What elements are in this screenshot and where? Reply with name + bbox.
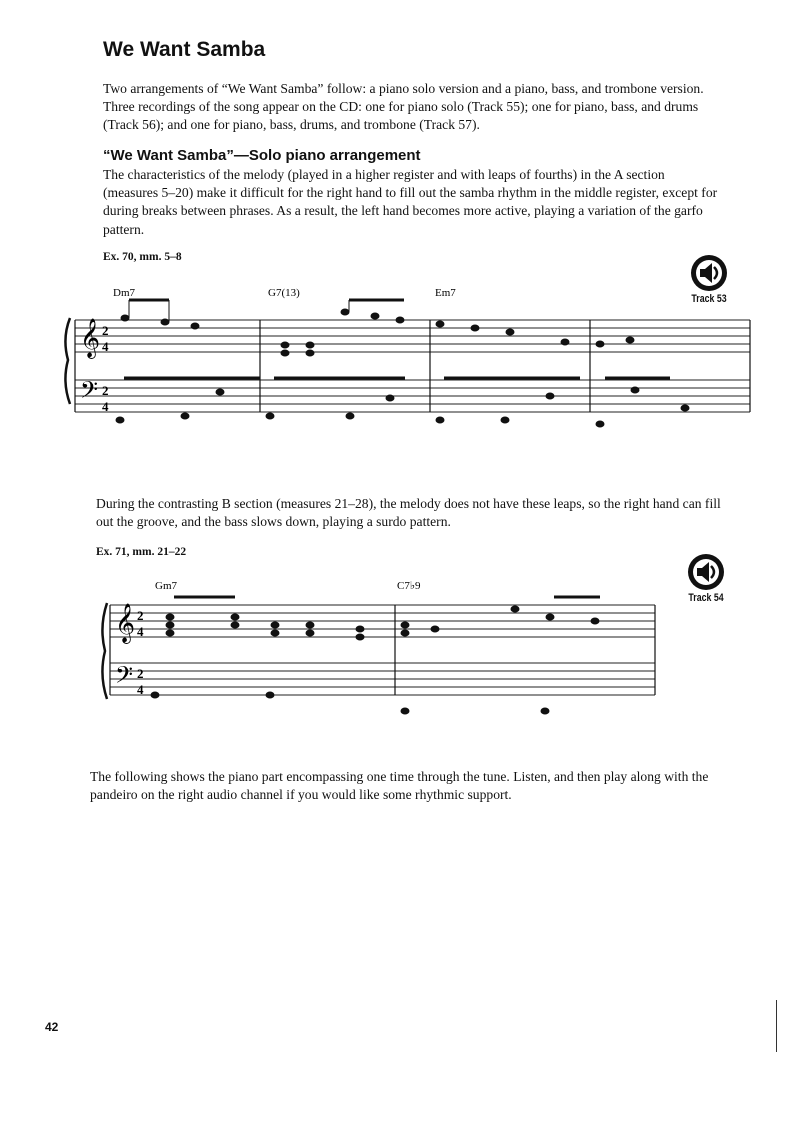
treble-clef-icon: 𝄞: [115, 605, 136, 642]
time-signature-bottom: 4: [102, 399, 109, 414]
time-signature-bottom: 4: [102, 339, 109, 354]
speaker-icon: [688, 554, 724, 590]
time-signature-top: 2: [102, 323, 109, 338]
chord-symbol: G7(13): [268, 287, 300, 299]
bass-clef-icon: 𝄢: [115, 663, 134, 694]
notes-ex71: [151, 597, 600, 714]
treble-staff: [110, 605, 655, 637]
section-heading: “We Want Samba”—Solo piano arrangement: [103, 147, 421, 164]
barlines: [110, 605, 655, 695]
time-signature-bottom: 4: [137, 624, 144, 639]
bass-clef-icon: 𝄢: [80, 378, 99, 409]
scan-margin-mark: [776, 1000, 777, 1052]
treble-staff: [75, 320, 750, 352]
grand-staff-brace: [102, 603, 107, 699]
section-b-paragraph: During the contrasting B section (measures 21–28), the melody does not have these leaps, so the right hand can fill out the groove, and the bass slows down, playing a surdo pattern.: [96, 496, 721, 530]
example-71-label: Ex. 71, mm. 21–22: [96, 546, 187, 558]
time-signature-top: 2: [137, 608, 144, 623]
track-54-label: Track 54: [688, 592, 724, 604]
grand-staff-brace: [65, 318, 70, 404]
track-54-badge[interactable]: [676, 554, 736, 604]
page-number: 42: [45, 1020, 59, 1034]
time-signature-top: 2: [102, 383, 109, 398]
page-title: We Want Samba: [103, 38, 266, 61]
notes-ex70: [116, 300, 689, 427]
chord-symbol: C7♭9: [397, 580, 421, 592]
bass-staff: [75, 380, 750, 412]
section-a-paragraph: The characteristics of the melody (played in a higher register and with leaps of fourths) in the A section (measures 5–20) make it difficult for the right hand to fill out the samba rhythm in the middle register, except for during breaks between phrases. As a result, the left hand becomes more active, playing a variation of the garfo pattern.: [103, 167, 718, 237]
chord-symbol: Em7: [435, 287, 456, 299]
chord-symbol: Dm7: [113, 287, 135, 299]
barlines: [75, 320, 750, 412]
music-score-ex70: [60, 270, 760, 450]
time-signature-top: 2: [137, 666, 144, 681]
bass-staff: [110, 663, 655, 695]
time-signature-bottom: 4: [137, 682, 144, 697]
example-70-label: Ex. 70, mm. 5–8: [103, 251, 182, 263]
full-tune-paragraph: The following shows the piano part encompassing one time through the tune. Listen, and then play along with the pandeiro on the right audio channel if you would like some rhythmic support.: [90, 769, 709, 803]
music-score-ex71: [95, 575, 675, 725]
treble-clef-icon: 𝄞: [80, 320, 101, 357]
track-53-label: Track 53: [691, 293, 727, 305]
intro-paragraph: Two arrangements of “We Want Samba” follow: a piano solo version and a piano, bass, and trombone version. Three recordings of the song appear on the CD: one for piano solo (Track 55); one for piano, bass, and drums (Track 56); and one for piano, bass, drums, and trombone (Track 57).: [103, 81, 704, 133]
chord-symbol: Gm7: [155, 580, 177, 592]
